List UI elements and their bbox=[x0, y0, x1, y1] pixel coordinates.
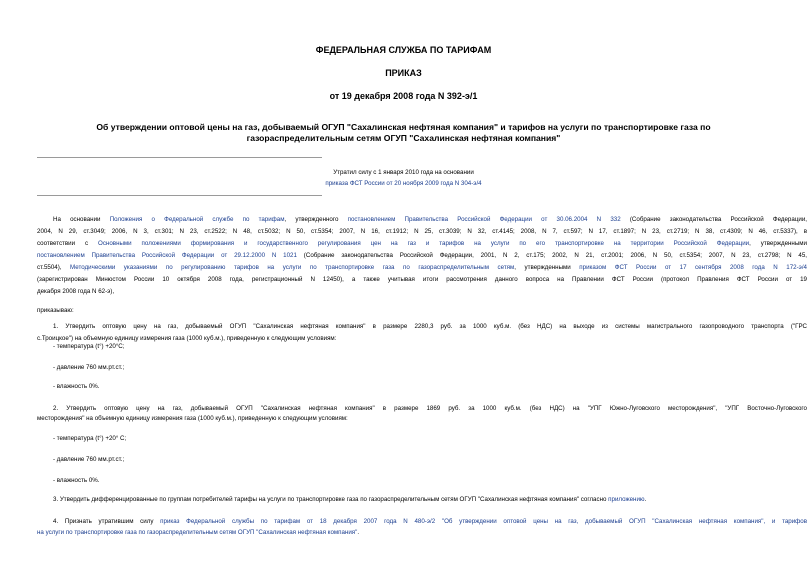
condition-temperature: - температура (t°) +20°С; bbox=[53, 343, 125, 350]
basic-provisions-link[interactable]: Основными положениями формирования и государственного регулирования цен на газ и тарифов на услуги по его транспортировке на территории Российской Федерации bbox=[98, 240, 750, 247]
item-3-line: 3. Утвердить дифференцированные по группам потребителей тарифы на услуги по транспортировке газа по газораспределительным сетям ОГУП "Сахалинская нефтяная компания" согласно приложению. bbox=[53, 496, 647, 503]
item-4-line: на услуги по транспортировке газа по газораспределительным сетям ОГУП "Сахалинская нефтяная компания". bbox=[37, 529, 360, 536]
doc-title-line-1: Об утверждении оптовой цены на газ, добываемый ОГУП "Сахалинская нефтяная компания" и тарифов на услуги по транспортировке газа по bbox=[96, 122, 711, 132]
separator-rule bbox=[37, 195, 322, 196]
decree-332-link[interactable]: постановлением Правительства Российской Федерации от 30.06.2004 N 332 bbox=[347, 216, 621, 223]
repealed-order-link[interactable]: приказ Федеральной службы по тарифам от 18 декабря 2007 года N 480-э/2 "Об утверждении оптовой цены на газ, добываемый ОГУП "Сахалинская нефтяная компания", и тарифов bbox=[160, 518, 807, 525]
preamble-line: (зарегистрирован Минюстом России 10 октября 2008 года, регистрационный N 12450), а также учитывая итоги рассмотрения данного вопроса на Правлении ФСТ России (протокол Правления ФСТ России от 19 bbox=[37, 276, 807, 283]
preamble-line: ст.5504), Методическими указаниями по регулированию тарифов на услуги по транспортировке газа по газораспределительным сетям, утвержденными приказом ФСТ России от 17 сентября 2008 года N 172-э/4 bbox=[37, 264, 807, 271]
orders-word: приказываю: bbox=[37, 307, 74, 314]
condition-temperature: - температура (t°) +20° С; bbox=[53, 435, 127, 442]
regulation-link[interactable]: Положения о Федеральной службе по тарифам bbox=[109, 216, 285, 223]
doc-title-line-2: газораспределительным сетям ОГУП "Сахалинская нефтяная компания" bbox=[246, 133, 561, 143]
repeal-notice: Утратил силу с 1 января 2010 года на основании bbox=[333, 169, 474, 176]
item-2-line: 2. Утвердить оптовую цену на газ, добываемый ОГУП "Сахалинская нефтяная компания" в размере 1869 руб. за 1000 куб.м. (без НДС) на "УПГ Южно-Луговского месторождения", "УПГ Восточно-Луговского bbox=[53, 405, 807, 412]
item-4-line: 4. Признать утратившим силу приказ Федеральной службы по тарифам от 18 декабря 2007 года N 480-э/2 "Об утверждении оптовой цены на газ, добываемый ОГУП "Сахалинская нефтяная компания", и тарифов bbox=[53, 518, 807, 525]
order-172-link[interactable]: приказом ФСТ России от 17 сентября 2008 года N 172-э/4 bbox=[579, 264, 807, 271]
agency-heading: ФЕДЕРАЛЬНАЯ СЛУЖБА ПО ТАРИФАМ bbox=[315, 45, 492, 55]
condition-pressure: - давление 760 мм.рт.ст.; bbox=[53, 364, 125, 371]
preamble-line: На основании Положения о Федеральной службе по тарифам, утвержденного постановлением Правительства Российской Федерации от 30.06.2004 N 332 (Собрание законодательства Российской Федерации, bbox=[53, 216, 807, 223]
item-1-line: 1. Утвердить оптовую цену на газ, добываемый ОГУП "Сахалинская нефтяная компания" в размере 2280,3 руб. за 1000 куб.м. (без НДС) на выходе из системы магистрального газопроводного транспорта ("ГРС bbox=[53, 323, 807, 330]
preamble-line: декабря 2008 года N 62-э), bbox=[37, 288, 115, 295]
decree-1021-link[interactable]: постановлением Правительства Российской Федерации от 29.12.2000 N 1021 bbox=[37, 252, 297, 259]
item-1-line: с.Троицкое") на объемную единицу измерения газа (1000 куб.м.), приведенную к следующим условиям: bbox=[37, 335, 337, 342]
condition-humidity: - влажность 0%. bbox=[53, 383, 100, 390]
appendix-link[interactable]: приложению bbox=[608, 496, 645, 503]
condition-humidity: - влажность 0%. bbox=[53, 477, 100, 484]
repeal-notice-link-line bbox=[0, 179, 807, 189]
preamble-line: постановлением Правительства Российской Федерации от 29.12.2000 N 1021 (Собрание законодательства Российской Федерации, 2001, N 2, ст.175; 2002, N 21, ст.2001; 2006, N 50, ст.5354; 2007, N 23, ст.2798; N 45, bbox=[37, 252, 807, 259]
preamble-line: 2004, N 29, ст.3049; 2006, N 3, ст.301; N 23, ст.2522; N 48, ст.5032; N 50, ст.5354; 2007, N 16, ст.1912; N 25, ст.3039; N 32, ст.4145; 2008, N 7, ст.597; N 17, ст.1897; N 23, ст.2719; N 38, ст.4309; N 46, ст.5337), в bbox=[37, 228, 807, 235]
item-2-line: месторождения" на объемную единицу измерения газа (1000 куб.м.), приведенную к следующим условиям: bbox=[37, 415, 348, 422]
condition-pressure: - давление 760 мм.рт.ст.; bbox=[53, 456, 125, 463]
methodical-guidelines-link[interactable]: Методическими указаниями по регулированию тарифов на услуги по транспортировке газа по газораспределительным сетям bbox=[70, 264, 515, 271]
doc-date-number: от 19 декабря 2008 года N 392-э/1 bbox=[329, 91, 478, 101]
doc-type-heading: ПРИКАЗ bbox=[385, 68, 422, 78]
repealed-order-link-continued[interactable]: на услуги по транспортировке газа по газораспределительным сетям ОГУП "Сахалинская нефтяная компания" bbox=[37, 529, 358, 536]
separator-rule bbox=[37, 157, 322, 158]
repeal-link[interactable]: приказа ФСТ России от 20 ноября 2009 года N 304-э/4 bbox=[325, 180, 482, 187]
preamble-line: соответствии с Основными положениями формирования и государственного регулирования цен на газ и тарифов на услуги по его транспортировке на территории Российской Федерации, утвержденными bbox=[37, 240, 807, 247]
